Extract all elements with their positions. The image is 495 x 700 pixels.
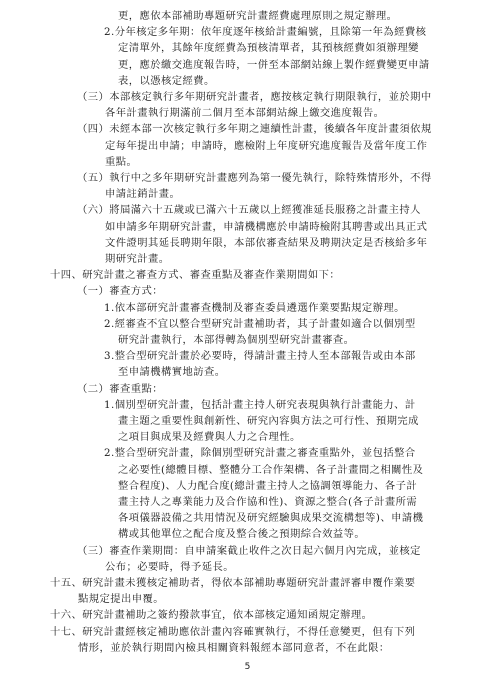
section-heading: 十七、研究計畫經核定補助應依計畫內容確實執行，不得任意變更，但有下列	[50, 625, 416, 638]
text-line: 各年計畫執行期滿前二個月至本部網站線上繳交進度報告。	[105, 107, 385, 120]
subsection-heading: （二）審查重點：	[77, 382, 163, 395]
text-line: 研究計畫執行，本部得轉為個別型研究計畫審查。	[118, 334, 355, 346]
text-line: 情形，並於執行期間內檢具相關資料報經本部同意者，不在此限：	[78, 641, 390, 654]
text-line: 2.經審查不宜以整合型研究計畫補助者，其子計畫如適合以個別型	[104, 317, 416, 330]
text-line: 重點。	[105, 155, 138, 168]
subsection-heading: （一）審查方式：	[77, 285, 163, 298]
text-line: 點規定提出申覆。	[78, 593, 164, 606]
text-line: 之項目與成果及經費與人力之合理性。	[118, 431, 301, 444]
text-line: （六）將屆滿六十五歲或已滿六十五歲以上經獲准延長服務之計畫主持人	[77, 204, 421, 217]
text-line: 2.分年核定多年期：依年度逐年核給計畫編號，且除第一年為經費核	[104, 26, 427, 39]
text-line: 公布；必要時，得予延長。	[105, 560, 234, 573]
text-line: 畫主持人之專業能力及合作協和性)、資源之整合(各子計畫所需	[118, 496, 418, 508]
text-line: 如申請多年期研究計畫，申請機構應於申請時檢附其聘書或出具正式	[105, 220, 428, 233]
text-line: 定每年提出申請；申請時，應檢附上年度研究進度報告及當年度工作	[105, 139, 428, 152]
text-line: 3.整合型研究計畫於必要時，得請計畫主持人至本部報告或由本部	[104, 350, 416, 363]
text-line: 文件證明其延長聘期年限，本部依審查結果及聘期決定是否核給多年	[105, 236, 428, 249]
text-line: 期研究計畫。	[105, 253, 170, 265]
text-line: 2.整合型研究計畫，除個別型研究計畫之審查重點外，並包括整合	[104, 447, 416, 460]
section-heading: 十四、研究計畫之審查方式、審查重點及審查作業期間如下：	[50, 269, 341, 282]
text-line: （四）未經本部一次核定執行多年期之連續性計畫，後續各年度計畫須依規	[77, 123, 432, 136]
text-line: 表，以憑核定經費。	[118, 74, 215, 87]
text-line: 更，應於繳交進度報告時，一併至本部網站線上製作經費變更申請	[118, 58, 430, 71]
section-heading: 十五、研究計畫未獲核定補助者，得依本部補助專題研究計畫評審申覆作業要	[50, 577, 416, 589]
text-line: （三）本部核定執行多年期研究計畫者，應按核定執行期限執行，並於期中	[77, 91, 432, 103]
text-line: 之必要性(總體目標、整體分工合作架構、各子計畫間之相關性及	[118, 463, 424, 476]
text-line: 1.依本部研究計畫審查機制及審查委員遴選作業要點規定辦理。	[104, 301, 405, 314]
text-line: 構或其他單位之配合度及整合後之預期綜合效益等。	[118, 528, 366, 541]
subsection-heading: （三）審查作業期間：自申請案截止收件之次日起六個月內完成，並核定	[77, 544, 421, 557]
section-heading: 十六、研究計畫補助之簽約撥款事宜，依本部核定通知函規定辦理。	[50, 609, 373, 622]
page-number: 5	[244, 662, 251, 672]
text-line: 畫主題之重要性與創新性、研究內容與方法之可行性、預期完成	[118, 415, 419, 427]
text-line: 1.個別型研究計畫，包括計畫主持人研究表現與執行計畫能力、計	[104, 398, 416, 411]
text-line: 申請註銷計畫。	[105, 188, 181, 201]
text-line: 各項儀器設備之共用情況及研究經驗與成果交流構想等)、申請機	[118, 512, 424, 525]
text-line: （五）執行中之多年期研究計畫應列為第一優先執行，除特殊情形外，不得	[77, 172, 432, 184]
text-line: 整合程度)、人力配合度(總計畫主持人之協調領導能力、各子計	[118, 479, 418, 492]
text-line: 更，應依本部補助專題研究計畫經費處理原則之規定辦理。	[118, 10, 398, 22]
text-line: 至申請機構實地訪查。	[118, 366, 226, 379]
text-line: 定清單外，其餘年度經費為預核清單者，其預核經費如須辦理變	[118, 42, 419, 55]
